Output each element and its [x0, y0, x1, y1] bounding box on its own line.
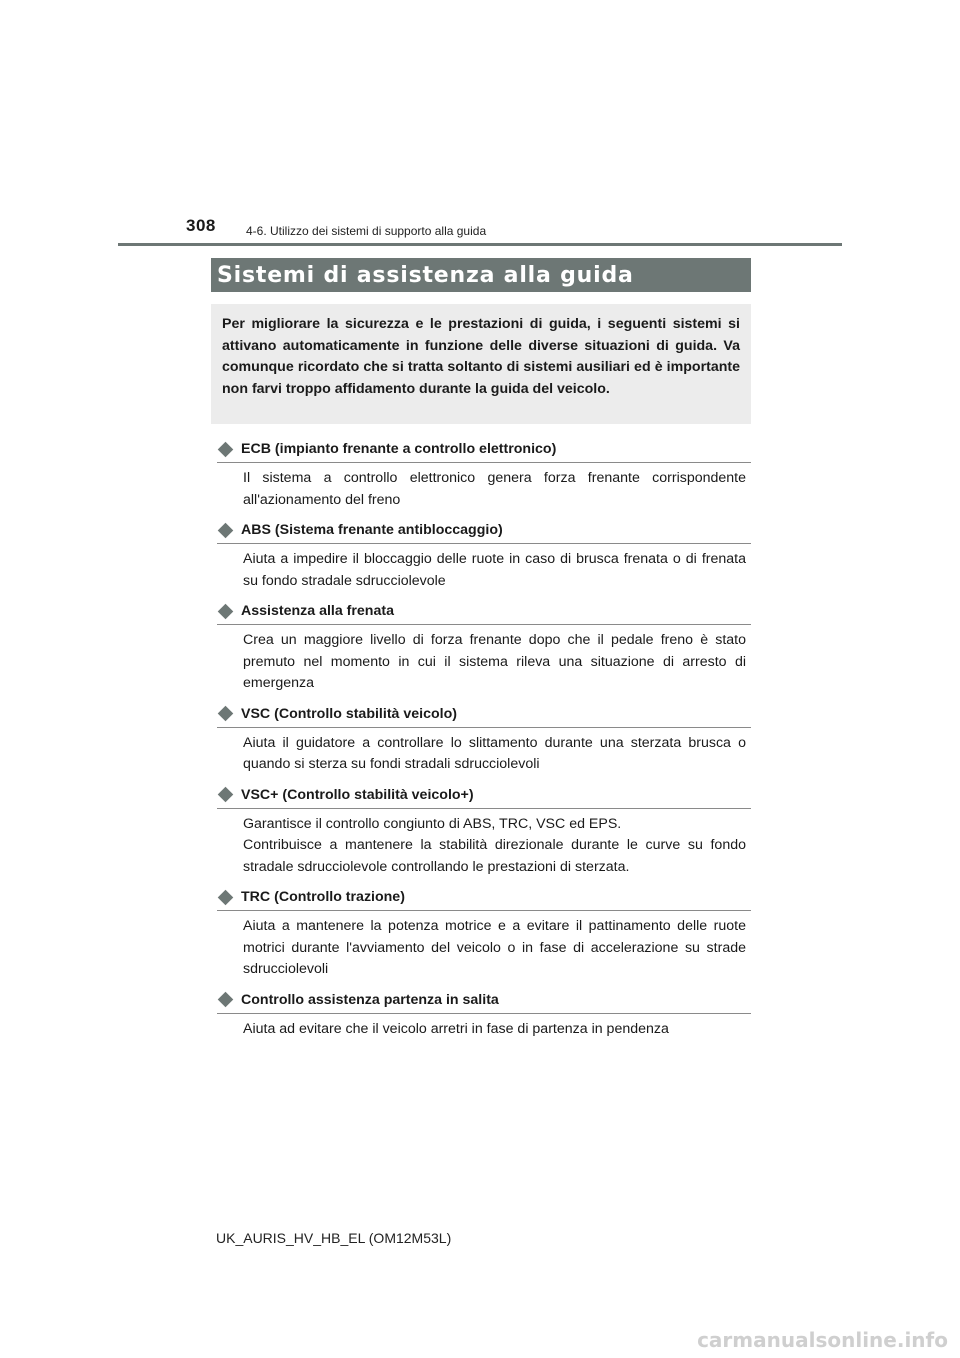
- section-title: VSC+ (Controllo stabilità veicolo+): [241, 786, 474, 803]
- section-title: Assistenza alla frenata: [241, 603, 394, 619]
- section-paragraph: Crea un maggiore livello di forza frenante dopo che il pedale freno è stato premuto nel momento in cui il sistema rileva una situazione di arresto di emergenza: [243, 632, 746, 691]
- section-body: [243, 814, 746, 879]
- section-heading: [217, 703, 751, 728]
- section-abs: [217, 519, 751, 592]
- diamond-bullet-icon: [218, 992, 234, 1008]
- section-paragraph: Aiuta a mantenere la potenza motrice e a evitare il pattinamento delle ruote motrici durante l'avviamento del veicolo o in fase di accelerazione su strade sdrucciolevoli: [243, 918, 746, 977]
- intro-box: [211, 304, 751, 424]
- section-paragraph: Aiuta il guidatore a controllare lo slittamento durante una sterzata brusca o quando si sterza su fondi stradali sdrucciolevoli: [243, 734, 746, 772]
- section-paragraph: Aiuta ad evitare che il veicolo arretri in fase di partenza in pendenza: [243, 1020, 669, 1037]
- diamond-bullet-icon: [218, 889, 234, 905]
- section-trc: [217, 886, 751, 981]
- section-brake-assist: [217, 600, 751, 695]
- header-rule: [118, 243, 842, 246]
- section-body: [243, 1019, 746, 1041]
- section-heading: [217, 989, 751, 1014]
- section-paragraph: Garantisce il controllo congiunto di ABS, TRC, VSC ed EPS.: [243, 815, 622, 832]
- intro-text: Per migliorare la sicurezza e le prestazioni di guida, i seguenti sistemi si attivano automaticamente in funzione delle diverse situazioni di guida. Va comunque ricordato che si tratta soltanto di sistemi ausiliari ed è importante non farvi troppo affidamento durante la guida del veicolo.: [222, 316, 740, 397]
- section-heading: [217, 519, 751, 544]
- diamond-bullet-icon: [218, 603, 234, 619]
- section-heading: [217, 600, 751, 625]
- section-heading: [217, 438, 751, 463]
- watermark-text: carmanualsonline.info: [697, 1328, 948, 1352]
- section-title: ABS (Sistema frenante antibloccaggio): [241, 522, 503, 538]
- section-heading: [217, 886, 751, 911]
- content: [217, 438, 751, 1048]
- page-title: Sistemi di assistenza alla guida: [217, 262, 634, 288]
- section-title: Controllo assistenza partenza in salita: [241, 991, 499, 1008]
- section-heading: [217, 784, 751, 809]
- document-id: UK_AURIS_HV_HB_EL (OM12M53L): [216, 1230, 452, 1246]
- section-body: [243, 733, 746, 776]
- diamond-bullet-icon: [218, 787, 234, 803]
- section-title: ECB (impianto frenante a controllo elettronico): [241, 441, 557, 457]
- title-bar: [211, 258, 751, 292]
- section-title: VSC (Controllo stabilità veicolo): [241, 705, 457, 722]
- diamond-bullet-icon: [218, 522, 234, 538]
- section-body: [243, 549, 746, 592]
- section-paragraph: Contribuisce a mantenere la stabilità direzionale durante le curve su fondo stradale sdrucciolevole controllando le prestazioni di sterzata.: [243, 837, 746, 875]
- running-header: 4-6. Utilizzo dei sistemi di supporto alla guida: [246, 224, 487, 238]
- section-paragraph: Aiuta a impedire il bloccaggio delle ruote in caso di brusca frenata o di frenata su fondo stradale sdrucciolevole: [243, 551, 746, 589]
- section-vsc-plus: [217, 784, 751, 879]
- section-body: [243, 468, 746, 511]
- section-vsc: [217, 703, 751, 776]
- section-hill-start-assist: [217, 989, 751, 1041]
- section-title: TRC (Controllo trazione): [241, 889, 405, 905]
- section-body: [243, 630, 746, 695]
- section-paragraph: Il sistema a controllo elettronico genera forza frenante corrispondente all'azionamento del freno: [243, 470, 746, 508]
- page-number: 308: [186, 216, 216, 235]
- section-body: [243, 916, 746, 981]
- section-ecb: [217, 438, 751, 511]
- diamond-bullet-icon: [218, 441, 234, 457]
- diamond-bullet-icon: [218, 706, 234, 722]
